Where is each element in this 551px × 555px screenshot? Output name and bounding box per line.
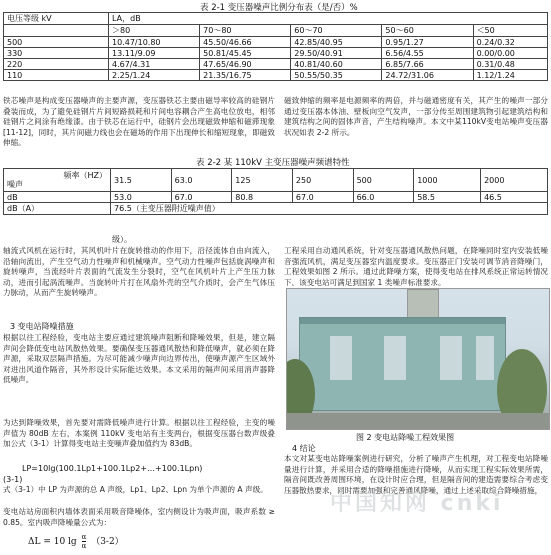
table-cell: 31.5 <box>111 169 172 192</box>
formula-3-1-number: (3-1) <box>3 475 23 484</box>
table-cell: 500 <box>4 37 109 48</box>
formula-lhs: ΔL = 10 lg <box>28 537 77 547</box>
table-cell: 42.85/40.95 <box>291 37 382 48</box>
table-cell: 63.0 <box>171 169 232 192</box>
substation-building <box>299 317 506 411</box>
table1 <box>3 12 548 81</box>
body-paragraph <box>3 485 275 507</box>
table-cell: 0.24/0.32 <box>473 37 547 48</box>
table-cell: 1.12/1.24 <box>473 70 547 81</box>
table-cell: 80.8 <box>232 192 293 203</box>
table-cell: 2000 <box>481 169 548 192</box>
table-cell: 1000 <box>414 169 481 192</box>
paragraph-text: 工程采用自动通风系统，针对变压器通风散热问题，在降噪同时室内安装低噪音强流风机，满足变压器室内温度要求。变压器正门安装可调节消音降噪门，工程效果如图 2 所示。通过此降噪方案，使得变电站在排风系统正常运转情况下，该变电站可满足到国家 1 类噪声标准要求。 <box>284 246 548 286</box>
paragraph-text: 铁芯噪声是构成变压器噪声的主要声源，变压器铁芯主要由磁导率较高的硅钢片叠装而成，为了避免硅钢片片间短路损耗和片间电容耦合产生高电位放电，相邻硅钢片之间涂有绝缘漆。由于铁芯在运行中，硅钢片会出现磁致伸缩和磁滞现象[11-12]，同时，其片间磁力线也会在磁场的作用下出现伸长和缩短现象，即磁致伸缩。 <box>3 96 275 148</box>
body-paragraph <box>284 96 548 148</box>
table-cell: 40.81/40.60 <box>291 59 382 70</box>
table-row <box>4 203 548 215</box>
formula-number: （3-2） <box>91 537 124 547</box>
table-cell: 46.5 <box>481 192 548 203</box>
table1-subheader-cell <box>4 25 109 37</box>
table1-header-la: LA，dB <box>109 13 548 25</box>
table-cell: 0.31/0.48 <box>473 59 547 70</box>
body-paragraph <box>3 246 275 320</box>
paragraph-text: 轴流式风机在运行时，其风机叶片在旋转推动的作用下，沿径流体自由向流入，沿轴向流出，产生空气动力性噪声和机械噪声。空气动力性噪声包括旋涡噪声和旋转噪声，当流经叶片表面的气流发生分裂时，空气在风机叶片上产生压力脉动，进而引起涡流噪声。当旋转叶片打在风扇外壳的空气介质时，会产生气体压力脉动，从而产生旋转噪声。 <box>3 246 275 298</box>
paragraph-text: 式（3-1）中 LP 为声源的总 A 声级，Lp1、Lp2、Lpn 为单个声源的 A 声级。 <box>3 485 268 494</box>
paragraph-text: 变电站站房面积内墙体表面采用吸音降噪体，室内侧设计为吸声面，吸声系数 ≥ 0.85。室内吸声降噪量公式为： <box>3 507 275 527</box>
body-paragraph <box>3 418 275 461</box>
table2-caption: 表 2-2 某 110kV 主变压器噪声频谱特性 <box>196 158 350 168</box>
table-cell: 330 <box>4 48 109 59</box>
table-row <box>4 48 548 59</box>
table1-subheader-cell: ＞80 <box>109 25 200 37</box>
table-cell: 47.65/46.90 <box>200 59 291 70</box>
table-cell: 250 <box>292 169 353 192</box>
table2-freq-label: 频率（HZ） <box>63 171 107 180</box>
table-row <box>4 37 548 48</box>
table-cell: 6.56/4.55 <box>382 48 473 59</box>
figure-caption: 图 2 变电站降噪工程效果图 <box>356 433 455 442</box>
paragraph-text: 根据以往工程经验，变电站主要应通过建筑噪声阻断和降噪效果，但是，建立隔声间会降低变电站风散热效果。要确保变压器通风散热和降低噪声，就必须在降声源，采取双层隔声措施。为尽可能减少噪声向边界传出，使噪声源产生区域外对进出风道作隔音，其外形设计实际能达效果。本文采用的隔声间采用消声器降低噪声。 <box>3 333 275 385</box>
formula-denominator: α <box>81 542 87 550</box>
formula-3-1: LP=10lg(100.1Lp1+100.1Lp2+…+100.1Lpn) <box>22 464 203 473</box>
table2-noise-label: 噪声 <box>7 180 23 189</box>
table2-diagonal-header <box>4 169 111 192</box>
formula-3-2 <box>28 533 124 550</box>
table-cell: 24.72/31.06 <box>382 70 473 81</box>
paragraph-text: 本文对某变电站降噪案例进行研究，分析了噪声产生机理，对工程变电站降噪量进行计算，并采用合适的降噪措施进行降噪，从而实现工程实际效果所需，隔音间既改善周围环境，在设计时应合理，但是隔音间的建造需要综合考虑变压器散热要求，同时需要加强和完善通风降噪，通过上述采取综合降噪措施， <box>284 454 548 495</box>
paragraph-text: 为达到降噪效果，首先要对需降低噪声进行计算。根据以往工程经验，主变的噪声值为 80dB 左右，本案例 110kV 变电站有主变两台，根据变压器台数声级叠加公式（3-1）计算得变电站主变噪声叠加值约为 83dB。 <box>3 418 275 449</box>
table-cell: 110 <box>4 70 109 81</box>
table-cell: 0.00/0.00 <box>473 48 547 59</box>
body-paragraph <box>3 96 275 159</box>
table-cell: 45.50/46.66 <box>200 37 291 48</box>
table-cell: 4.67/4.31 <box>109 59 200 70</box>
table-row <box>4 70 548 81</box>
table-cell: 6.85/7.66 <box>382 59 473 70</box>
table-cell: 220 <box>4 59 109 70</box>
table-cell: dB <box>4 192 111 203</box>
table-cell: 10.47/10.80 <box>109 37 200 48</box>
table-cell: 125 <box>232 169 293 192</box>
figure-2-photo <box>286 288 550 430</box>
table-cell: 21.35/16.75 <box>200 70 291 81</box>
table1-subheader-cell: 50～60 <box>382 25 473 37</box>
table-cell: 500 <box>353 169 414 192</box>
formula-numerator: α <box>81 533 87 541</box>
table1-header-voltage: 电压等级 kV <box>4 13 109 25</box>
table-cell: dB（A） <box>4 203 111 215</box>
table1-caption: 表 2-1 变压器噪声比例分布表（是/否）% <box>200 3 358 13</box>
section-heading: 3 变电站降噪措施 <box>10 322 74 331</box>
paragraph-text: 磁致伸缩的频率是电源频率的两倍，并与磁通密度有关，其产生的噪声一部分通过变压器本体油、壁板向空气发声，一部分传至周围建筑物引起建筑结构和建筑结构之间的固体声音，产生结构噪声。本文中某110kV变电站噪声变压器状况如表 2-2 所示。 <box>284 96 548 137</box>
table-cell: 66.0 <box>353 192 414 203</box>
body-paragraph <box>3 333 275 417</box>
table-row <box>4 59 548 70</box>
table-cell: 53.0 <box>111 192 172 203</box>
table-cell: 67.0 <box>292 192 353 203</box>
table2 <box>3 168 548 215</box>
watermark: 中国知网 cnki <box>330 491 504 516</box>
table-cell: 50.55/50.35 <box>291 70 382 81</box>
table-cell: 67.0 <box>171 192 232 203</box>
table1-subheader-cell: 70～80 <box>200 25 291 37</box>
body-paragraph <box>3 507 275 529</box>
table-cell: 13.11/9.09 <box>109 48 200 59</box>
table1-subheader-cell: 60～70 <box>291 25 382 37</box>
body-paragraph <box>284 246 548 286</box>
section-heading: 4 结论 <box>292 444 316 453</box>
table-cell: 29.50/40.91 <box>291 48 382 59</box>
table-cell: 50.81/45.45 <box>200 48 291 59</box>
table-cell: 58.5 <box>414 192 481 203</box>
table1-subheader-cell: ＜50 <box>473 25 547 37</box>
table2-tail: 级）。 <box>112 235 132 244</box>
table-cell: 2.25/1.24 <box>109 70 200 81</box>
table-row <box>4 192 548 203</box>
table-cell: 0.95/1.27 <box>382 37 473 48</box>
table-cell: 76.5（主变压器附近噪声值） <box>111 203 548 215</box>
